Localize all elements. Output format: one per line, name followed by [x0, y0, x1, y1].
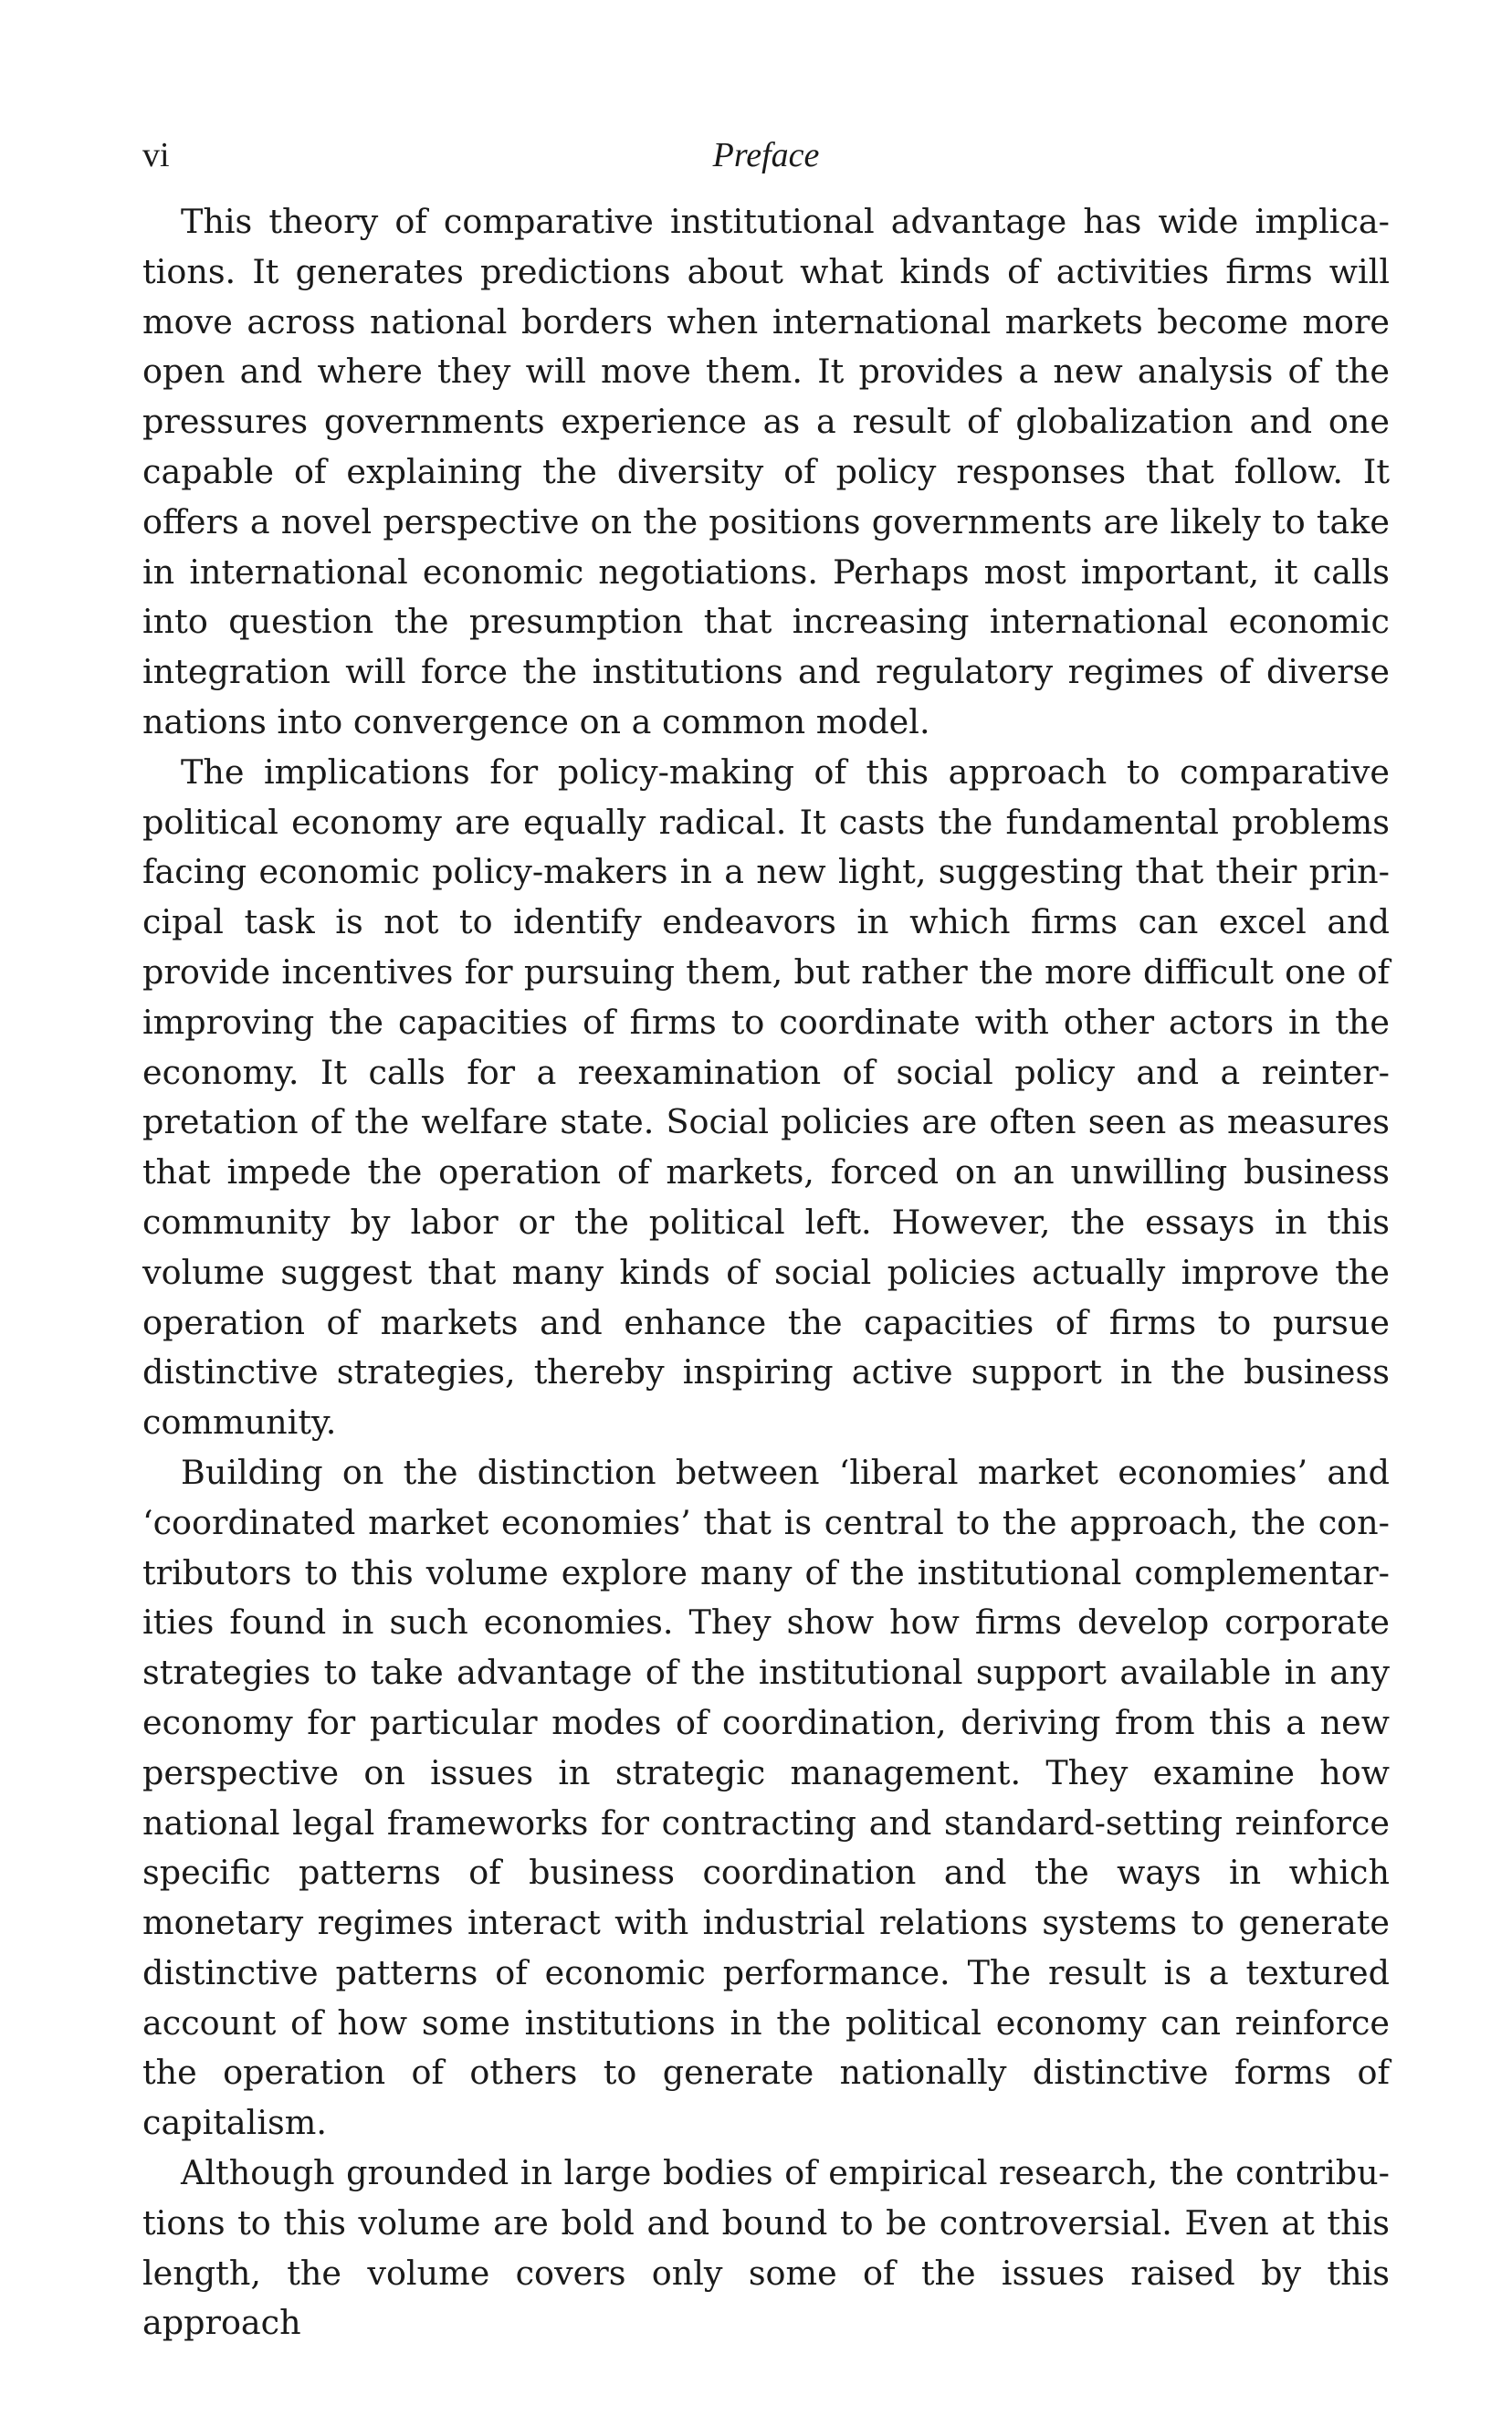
- paragraph: The implications for policy-making of this approach to comparative political economy are equally radical. It casts the fundamental problems facing economic policy-makers in a new light, suggesting that their principal task is not to identify endeavors in which firms can excel and provide incentives for pursuing them, but rather the more difficult one of improving the capacities of firms to coordinate with other actors in the economy. It calls for a reexamination of social policy and a reinterpretation of the welfare state. Social policies are often seen as measures that impede the operation of markets, forced on an unwilling business community by labor or the political left. However, the essays in this volume suggest that many kinds of social policies actually improve the operation of markets and enhance the capacities of firms to pursue distinctive strategies, thereby inspiring active support in the business community.: [142, 751, 1390, 1443]
- book-page: [142, 128, 1390, 2348]
- body-text: [142, 197, 1390, 2348]
- running-head: [142, 128, 1390, 183]
- running-title: Preface: [712, 136, 820, 174]
- page-number: vi: [142, 136, 170, 174]
- paragraph: This theory of comparative institutional advantage has wide implications. It generates predictions about what kinds of activities firms will move across national borders when international markets become more open and where they will move them. It provides a new analysis of the pressures governments experience as a result of globalization and one capable of explaining the diversity of policy responses that follow. It offers a novel perspective on the positions governments are likely to take in international economic negotiations. Perhaps most important, it calls into question the presumption that increasing international economic integration will force the institutions and regulatory regimes of diverse nations into convergence on a common model.: [142, 202, 1390, 741]
- paragraph: Building on the distinction between ‘liberal market economies’ and ‘coordinated market economies’ that is central to the approach, the contributors to this volume explore many of the institutional complementarities found in such economies. They show how firms develop corporate strategies to take advantage of the institutional support available in any economy for particular modes of coordination, deriving from this a new perspective on issues in strategic management. They examine how national legal frameworks for contracting and standard-setting reinforce specific patterns of business coordination and the ways in which monetary regimes interact with industrial relations systems to generate distinctive patterns of economic performance. The result is a textured account of how some institutions in the political economy can reinforce the operation of others to generate nationally distinctive forms of capitalism.: [142, 1452, 1390, 2143]
- paragraph: Although grounded in large bodies of empirical research, the contributions to this volume are bold and bound to be controversial. Even at this length, the volume covers only some of the issues raised by this approach: [142, 2153, 1390, 2343]
